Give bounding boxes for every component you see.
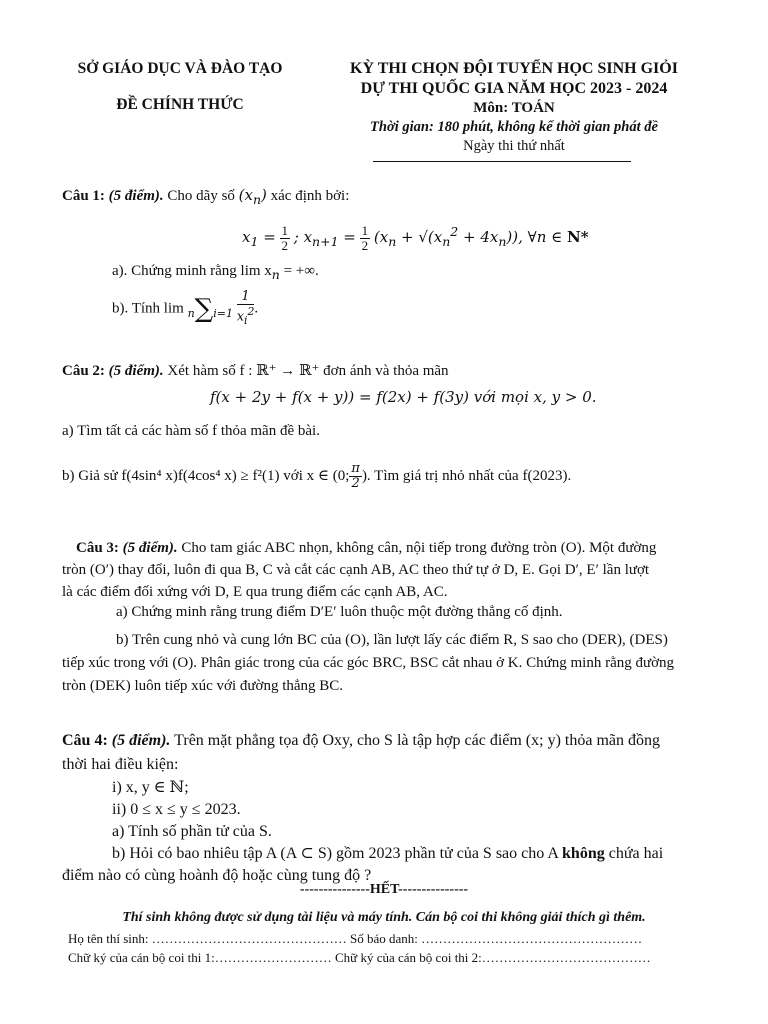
q3-label: Câu 3: (76, 540, 119, 556)
department-name: SỞ GIÁO DỤC VÀ ĐÀO TẠO (77, 60, 283, 77)
q4-part-b-line2: điểm nào có cùng hoành độ hoặc cùng tung độ ? (62, 867, 372, 884)
q2-intro: Câu 2: (5 điểm). Xét hàm số f : ℝ⁺ → ℝ⁺ đơn ánh và thỏa mãn (62, 363, 449, 379)
q3-points: (5 điểm). (122, 540, 178, 556)
q3-part-b-line2: tiếp xúc trong với (O). Phân giác trong của các góc BRC, BSC cắt nhau ở K. Chứng minh rằng đường (62, 655, 675, 671)
q3-part-b-line3: tròn (DEK) luôn tiếp xúc với đường thẳng BC. (62, 678, 344, 694)
end-mark: ---------------HẾT--------------- (299, 882, 469, 897)
q2-equation: f(x + 2y + f(x + y)) = f(2x) + f(3y) với mọi x, y > 0. (210, 388, 597, 406)
q4-part-a: a) Tính số phần tử của S. (112, 823, 272, 840)
q4-line1: Câu 4: (5 điểm). Trên mặt phẳng tọa độ Oxy, cho S là tập hợp các điểm (x; y) thỏa mãn đồng (62, 732, 660, 749)
q2-part-a: a) Tìm tất cả các hàm số f thỏa mãn đề bài. (62, 423, 320, 439)
q4-label: Câu 4: (62, 732, 108, 749)
exam-title-line2: DỰ THI QUỐC GIA NĂM HỌC 2023 - 2024 (360, 80, 668, 97)
official-label: ĐỀ CHÍNH THỨC (116, 96, 244, 113)
exam-day: Ngày thi thứ nhất (463, 138, 565, 154)
q1-part-a: a). Chứng minh rằng $\lim x_n$ = +∞. (112, 263, 319, 282)
q1-points: (5 điểm). (108, 188, 164, 204)
q3-line1: Câu 3: (5 điểm). Cho tam giác ABC nhọn, không cân, nội tiếp trong đường tròn (O). Một đường (76, 540, 657, 556)
exam-title-line1: KỲ THI CHỌN ĐỘI TUYỂN HỌC SINH GIỎI (350, 60, 678, 77)
time-limit: Thời gian: 180 phút, không kể thời gian phát đề (370, 119, 658, 135)
q1-recurrence: $x_1$ = $\frac{1}{2}$ ; $x_{n+1}$ = $\frac{1}{2}$ $(x_n + √(x_n^2 + 4x_n))$, ∀n ∈ N* (242, 223, 589, 254)
q4-points: (5 điểm). (111, 732, 171, 749)
q4-condition-1: i) x, y ∈ ℕ; (112, 779, 189, 796)
q2-part-b: b) Giả sử f(4sin⁴ x)f(4cos⁴ x) ≥ f²(1) với x ∈ (0; $\frac{\pi}{2}$ ). Tìm giá trị nhỏ nhất của f(2023). (62, 461, 572, 491)
footer-note: Thí sinh không được sử dụng tài liệu và máy tính. Cán bộ coi thi không giải thích gì thêm. (122, 910, 646, 925)
q4-part-b-line1: b) Hỏi có bao nhiêu tập A (A ⊂ S) gồm 2023 phần tử của S sao cho A không chứa hai (112, 845, 664, 862)
q3-part-b-line1: b) Trên cung nhỏ và cung lớn BC của (O), lần lượt lấy các điểm R, S sao cho (DER), (DES) (116, 632, 668, 648)
q3-line3: là các điểm đối xứng với D, E qua trung điểm các cạnh AB, AC. (62, 584, 448, 600)
subject: Môn: TOÁN (473, 100, 555, 116)
invigilator-sign-line: Chữ ký của cán bộ coi thi 1:……………………… Chữ ký của cán bộ coi thi 2:………………………………… (68, 950, 651, 965)
q2-label: Câu 2: (62, 363, 105, 379)
q4-condition-2: ii) 0 ≤ x ≤ y ≤ 2023. (112, 801, 241, 818)
q4-line2: thời hai điều kiện: (62, 756, 179, 773)
header-divider (373, 161, 631, 162)
q1-part-b: b). Tính lim n∑i=1 $\frac{1}{x_i^2}$ . (112, 289, 259, 327)
q1-intro: Câu 1: (5 điểm). Cho dãy số $(x_n)$ xác định bởi: (62, 186, 350, 207)
q1-label: Câu 1: (62, 188, 105, 204)
q3-part-a: a) Chứng minh rằng trung điểm D′E′ luôn thuộc một đường thẳng cố định. (116, 604, 563, 620)
candidate-info-line: Họ tên thí sinh: ……………………………………… Số báo danh: …………………………………………… (68, 931, 643, 946)
q2-points: (5 điểm). (108, 363, 164, 379)
q3-line2: tròn (O′) thay đổi, luôn đi qua B, C và cắt các cạnh AB, AC theo thứ tự ở D, E. Gọi D′, E′ lần lượt (62, 562, 650, 578)
